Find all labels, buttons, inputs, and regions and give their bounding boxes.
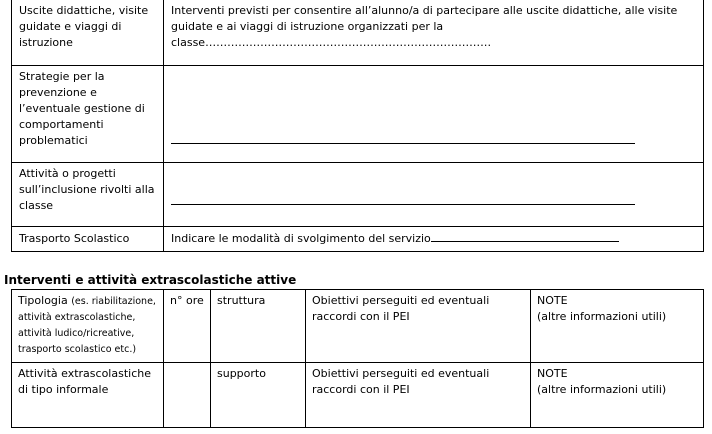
tipologia-cell: Attività extrascolastiche di tipo informale (12, 363, 164, 428)
tipologia-label: Tipologia (18, 294, 68, 307)
table-row (12, 0, 704, 66)
table-row (12, 290, 704, 363)
note-cell (531, 290, 704, 363)
fill-in-line (171, 204, 635, 205)
row-content: Indicare le modalità di svolgimento del servizio (164, 227, 704, 252)
row-content (164, 163, 704, 227)
row-label: Uscite didattiche, visite guidate e viaggi di istruzione (12, 0, 164, 66)
tipologia-cell (12, 290, 164, 363)
supporto-cell: supporto (211, 363, 306, 428)
table-row (12, 227, 704, 252)
fill-in-line (431, 232, 619, 242)
row-label: Attività o progetti sull’inclusione rivolti alla classe (12, 163, 164, 227)
section-title: Interventi e attività extrascolastiche attive (4, 273, 297, 287)
obiettivi-cell: Obiettivi perseguiti ed eventuali raccordi con il PEI (306, 363, 531, 428)
row-content (164, 66, 704, 163)
extracurricular-table (11, 289, 704, 428)
note-cell (531, 363, 704, 428)
obiettivi-cell: Obiettivi perseguiti ed eventuali raccordi con il PEI (306, 290, 531, 363)
ore-cell: n° ore (164, 290, 211, 363)
fill-in-line (171, 143, 635, 144)
row-content: Interventi previsti per consentire all’alunno/a di partecipare alle uscite didattiche, alle visite guidate e ai viaggi di istruzione organizzati per la classe…………………………………………………………………… (164, 0, 704, 66)
table-row (12, 363, 704, 428)
row-label: Trasporto Scolastico (12, 227, 164, 252)
table-row (12, 66, 704, 163)
note-label: NOTE (537, 367, 568, 380)
tipologia-note: (es. riabilitazione, attività extrascolastiche, attività ludico/ricreative, trasporto scolastico etc.) (18, 296, 156, 355)
pei-activities-table (11, 0, 704, 252)
note-sub: (altre informazioni utili) (537, 383, 667, 396)
ore-cell (164, 363, 211, 428)
note-label: NOTE (537, 294, 568, 307)
struttura-cell: struttura (211, 290, 306, 363)
note-sub: (altre informazioni utili) (537, 310, 667, 323)
row-label: Strategie per la prevenzione e l’eventuale gestione di comportamenti problematici (12, 66, 164, 163)
table-row (12, 163, 704, 227)
